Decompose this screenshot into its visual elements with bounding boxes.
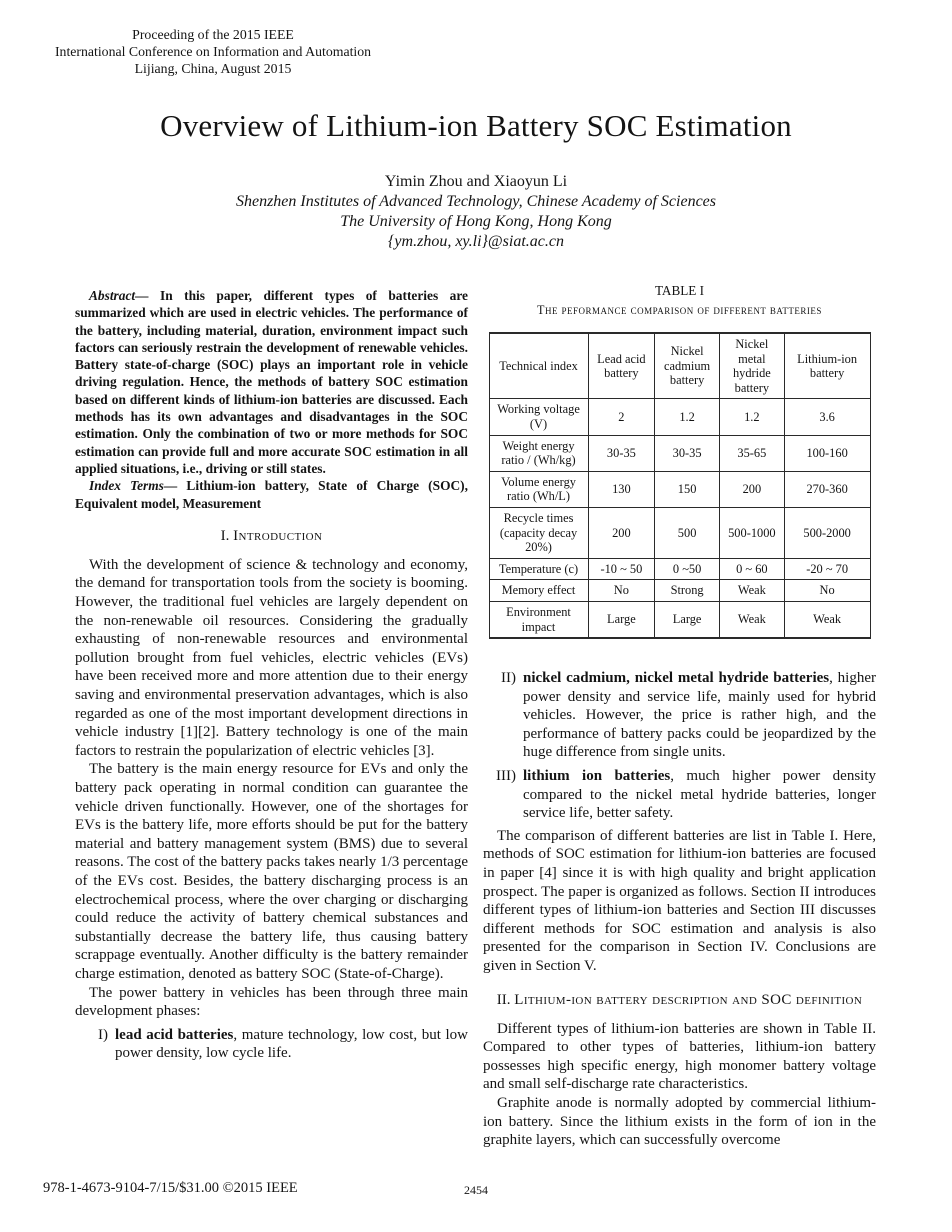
list-text	[115, 1026, 468, 1063]
table-row-label: Working voltage (V)	[489, 399, 588, 435]
table-cell: 150	[655, 471, 720, 507]
section1-paragraph1: With the development of science & technology and economy, the demand for transportation tools from the society is booming. However, the traditional fuel vehicles are largely dependent on the non-renewable oil resources. Considering the gradually exhausting of non-renewable resources and environmental pollution brought from fuel vehicles, electric vehicles (EVs) have been received more and more attention due to their energy saving and environmental preservation advantages, which is also regarded as one of the most important development directions in vehicle industry [1][2]. Battery technology is one of the main factors to restrain the popularization of electric vehicles [3].	[75, 556, 468, 759]
table-cell: -10 ~ 50	[588, 558, 655, 580]
table-header-cell: Lead acid battery	[588, 333, 655, 399]
table-row	[489, 601, 870, 638]
list-text	[523, 669, 876, 762]
table-row	[489, 399, 870, 435]
affiliation-line1: Shenzhen Institutes of Advanced Technology, Chinese Academy of Sciences	[235, 193, 717, 210]
section2-paragraph1: Different types of lithium-ion batteries are shown in Table II. Compared to other types of batteries, lithium-ion battery possesses high specific energy, high monomer battery voltage and small self-discharge rate characteristics.	[483, 1020, 876, 1093]
table-cell: 500-1000	[719, 507, 784, 558]
table-row-label: Memory effect	[489, 580, 588, 602]
affiliation-line2: The University of Hong Kong, Hong Kong	[340, 213, 612, 230]
table-row	[489, 435, 870, 471]
list-term: lithium ion batteries	[523, 768, 671, 785]
right-column	[483, 281, 876, 1150]
battery-phase-item-3	[483, 767, 876, 823]
section2-number: II.	[496, 991, 511, 1008]
section1-number: I.	[220, 527, 230, 544]
author-email: {ym.zhou, xy.li}@siat.ac.cn	[388, 233, 564, 250]
two-column-body	[75, 281, 876, 1150]
table-header-row	[489, 333, 870, 399]
section2-title: Lithium-ion battery description and SOC definition	[514, 991, 863, 1008]
table-cell: Weak	[784, 601, 870, 638]
index-terms-text: Lithium-ion battery, State of Charge (SOC), Equivalent model, Measurement	[75, 478, 468, 511]
section1-paragraph2: The battery is the main energy resource for EVs and only the battery pack operating in normal condition can guarantee the vehicle driven functionally. However, one of the shortages for EVs is the battery life, more efforts should be put for the battery material and battery management system (BMS) due to several reasons. The cost of the battery packs takes nearly 1/3 percentage of the EVs cost. Besides, the battery discharging process is an electrochemical process, where the over charging or discharging could reduce the activity of battery chemical substances and substantially decrease the battery life, thus causing battery scrappage eventually. Another difficulty is the battery remainder charge estimation, denoted as battery SOC (State-of-Charge).	[75, 761, 468, 982]
list-number: II)	[501, 670, 516, 687]
battery-comparison-table	[489, 332, 871, 639]
table-cell: 200	[588, 507, 655, 558]
conference-header-line1: Proceeding of the 2015 IEEE	[132, 27, 294, 42]
table-cell: 100-160	[784, 435, 870, 471]
author-names: Yimin Zhou and Xiaoyun Li	[384, 173, 568, 190]
section2-heading	[483, 991, 876, 1010]
list-desc: , much higher power density compared to the nickel metal hydride batteries, longer service life, better safety.	[523, 768, 876, 822]
conference-header	[30, 26, 396, 77]
section1-heading	[75, 527, 468, 546]
table-cell: 270-360	[784, 471, 870, 507]
list-term: nickel cadmium, nickel metal hydride batteries	[523, 670, 830, 687]
table-header-cell: Nickel cadmium battery	[655, 333, 720, 399]
conference-header-line2: International Conference on Information and Automation	[54, 44, 372, 59]
table-row-label: Recycle times (capacity decay 20%)	[489, 507, 588, 558]
section1-title: Introduction	[233, 527, 323, 544]
page-number: 2454	[464, 1183, 488, 1197]
table-row-label: Temperature (c)	[489, 558, 588, 580]
table-cell: Large	[655, 601, 720, 638]
table-cell: Weak	[719, 580, 784, 602]
abstract-text: In this paper, different types of batteries are summarized which are used in electric vehicles. The performance of the battery, including material, duration, environment impact such factors can seriously restrain the development of renewable vehicles. Battery state-of-charge (SOC) plays an important role in vehicle driving regulation. Hence, the methods of battery SOC estimation based on different kinds of lithium-ion batteries are discussed. Each methods has its own advantages and disadvantages in the SOC estimation. Only the combination of two or more methods for SOC estimation can provide full and more accurate SOC estimation in all applied situations, i.e., driving or still states.	[75, 288, 468, 476]
copyright-notice: 978-1-4673-9104-7/15/$31.00 ©2015 IEEE	[43, 1180, 298, 1196]
table-cell: 500-2000	[784, 507, 870, 558]
list-text	[523, 767, 876, 823]
author-block	[0, 172, 952, 252]
conference-header-line3: Lijiang, China, August 2015	[134, 61, 292, 76]
table-row	[489, 471, 870, 507]
table-row-label: Environment impact	[489, 601, 588, 638]
table-cell: No	[588, 580, 655, 602]
table-cell: -20 ~ 70	[784, 558, 870, 580]
section1-paragraph3: The power battery in vehicles has been through three main development phases:	[75, 984, 468, 1020]
table-cell: 0 ~50	[655, 558, 720, 580]
table-cell: 30-35	[655, 435, 720, 471]
list-term: lead acid batteries	[115, 1026, 234, 1043]
table-row	[489, 507, 870, 558]
table-row	[489, 558, 870, 580]
table-cell: 130	[588, 471, 655, 507]
table1-caption-label: TABLE I	[654, 283, 705, 298]
table-cell: 1.2	[655, 399, 720, 435]
section2-paragraph2: Graphite anode is normally adopted by commercial lithium-ion battery. Since the lithium exists in the form of ion in the graphite layers, which can successfully overcome	[483, 1094, 876, 1149]
table-header-cell: Nickel metal hydride battery	[719, 333, 784, 399]
left-column	[75, 281, 468, 1150]
table-row-label: Volume energy ratio (Wh/L)	[489, 471, 588, 507]
table-cell: 3.6	[784, 399, 870, 435]
table-cell: No	[784, 580, 870, 602]
table-header-cell: Lithium-ion battery	[784, 333, 870, 399]
table-cell: Large	[588, 601, 655, 638]
table-row-label: Weight energy ratio / (Wh/kg)	[489, 435, 588, 471]
table-row	[489, 580, 870, 602]
table-cell: 0 ~ 60	[719, 558, 784, 580]
list-desc: , higher power density and service life, mainly used for hybrid vehicles. However, the price is rather high, and the performance of battery packs could be jeopardized by the huge difference from single units.	[523, 670, 876, 761]
paper-title: Overview of Lithium-ion Battery SOC Estimation	[160, 108, 792, 143]
table-cell: 1.2	[719, 399, 784, 435]
table-cell: 30-35	[588, 435, 655, 471]
battery-phase-item-2	[483, 669, 876, 762]
section1-paragraph4: The comparison of different batteries are list in Table I. Here, methods of SOC estimation for lithium-ion batteries are focused in paper [4] since it is with high quality and bright application prospect. The paper is organized as follows. Section II introduces different types of lithium-ion batteries and Section III discusses different methods for SOC estimation and analysis is also presented for the comparison in Section IV. Conclusions are given in Section V.	[483, 827, 876, 974]
battery-phase-item-1	[75, 1026, 468, 1063]
list-number: I)	[98, 1026, 108, 1043]
table1-caption-title: The peformance comparison of different batteries	[537, 303, 822, 317]
list-desc: , mature technology, low cost, but low power density, low cycle life.	[115, 1026, 468, 1062]
list-number: III)	[496, 768, 516, 785]
table-cell: 500	[655, 507, 720, 558]
table-cell: Weak	[719, 601, 784, 638]
table-cell: 35-65	[719, 435, 784, 471]
table-header-cell: Technical index	[489, 333, 588, 399]
table-cell: Strong	[655, 580, 720, 602]
index-terms-paragraph	[75, 477, 468, 512]
table-cell: 2	[588, 399, 655, 435]
table-cell: 200	[719, 471, 784, 507]
table1-caption	[483, 282, 876, 319]
abstract-paragraph	[75, 287, 468, 477]
abstract-label: Abstract—	[89, 288, 149, 303]
index-terms-label: Index Terms—	[89, 478, 178, 494]
